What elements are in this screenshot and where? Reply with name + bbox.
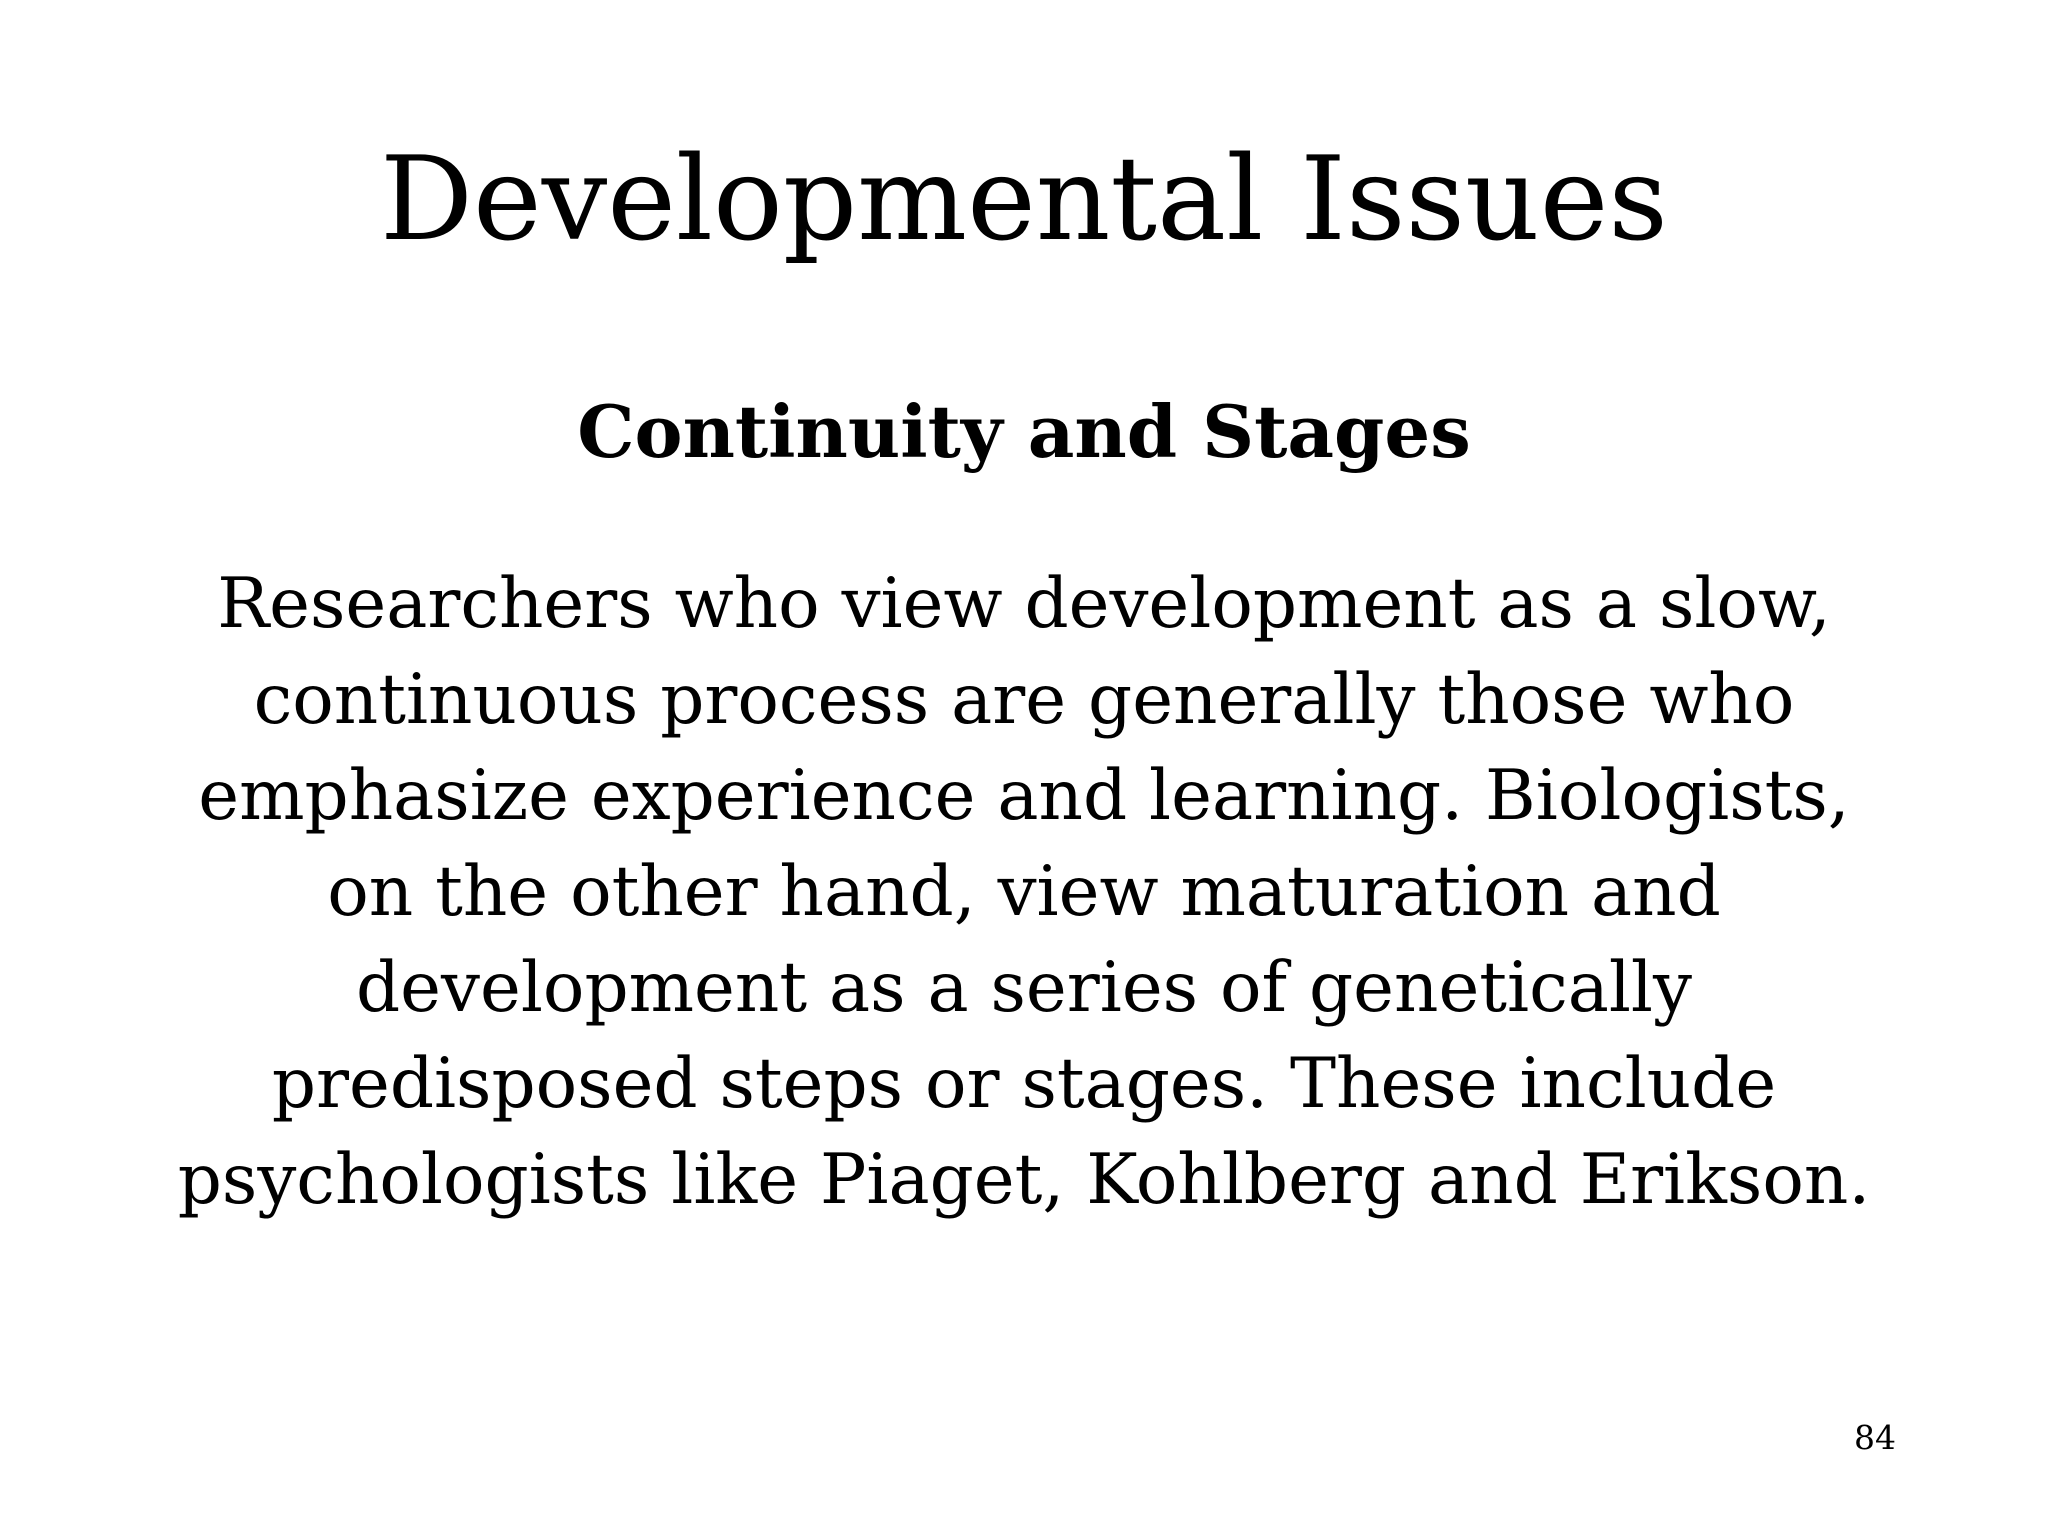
body-line: Researchers who view development as a slow, — [217, 564, 1831, 644]
body-line: psychologists like Piaget, Kohlberg and Erikson. — [177, 1140, 1871, 1220]
slide-title: Developmental Issues — [380, 132, 1668, 267]
slide-body-text — [124, 556, 1924, 1228]
body-line: on the other hand, view maturation and — [327, 852, 1721, 932]
body-line: emphasize experience and learning. Biologists, — [198, 756, 1850, 836]
body-line: development as a series of genetically — [356, 948, 1692, 1028]
page-number: 84 — [1854, 1418, 1896, 1457]
body-line: continuous process are generally those who — [253, 660, 1795, 740]
body-line: predisposed steps or stages. These include — [271, 1044, 1777, 1124]
slide-subtitle: Continuity and Stages — [577, 389, 1471, 474]
